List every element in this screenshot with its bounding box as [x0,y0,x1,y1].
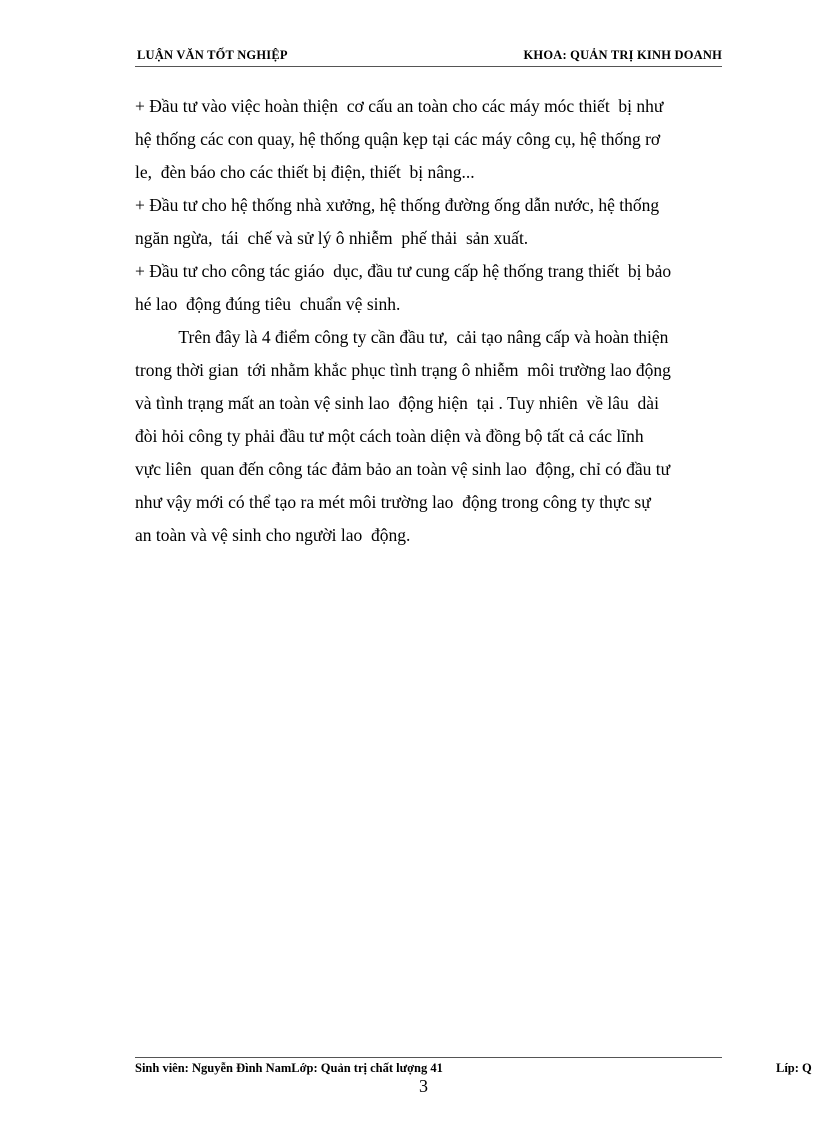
text-line: + Đầu tư vào việc hoàn thiện cơ cấu an toàn cho các máy móc thiết bị như [135,96,664,116]
text-line: Trên đây là 4 điểm công ty cần đầu tư, cải tạo nâng cấp và hoàn thiện [135,327,669,347]
text-line: an toàn và vệ sinh cho người lao động. [135,525,411,545]
footer-divider [135,1057,722,1058]
footer-class: Líp: Q [776,1061,812,1075]
text-line: và tình trạng mất an toàn vệ sinh lao động hiện tại . Tuy nhiên về lâu dài [135,393,659,413]
text-line: ngăn ngừa, tái chế và sử lý ô nhiễm phế thải sản xuất. [135,228,529,248]
text-line: le, đèn báo cho các thiết bị điện, thiết bị nâng... [135,162,475,182]
header-right-faculty: KHOA: QUẢN TRỊ KINH DOANH [523,48,722,62]
header-left-title: LUẬN VĂN TỐT NGHIỆP [137,48,288,62]
text-line: + Đầu tư cho hệ thống nhà xưởng, hệ thống đường ống dẫn nước, hệ thống [135,195,660,215]
text-line: hé lao động đúng tiêu chuẩn vệ sinh. [135,294,401,314]
text-line: đòi hỏi công ty phải đầu tư một cách toàn diện và đồng bộ tất cả các lĩnh [135,426,644,446]
text-line: như vậy mới có thể tạo ra mét môi trường lao động trong công ty thực sự [135,492,651,512]
header-divider [135,66,722,67]
text-line: hệ thống các con quay, hệ thống quận kẹp tại các máy công cụ, hệ thống rơ [135,129,661,149]
text-line: + Đầu tư cho công tác giáo dục, đầu tư cung cấp hệ thống trang thiết bị bảo [135,261,672,281]
text-line: vực liên quan đến công tác đảm bảo an toàn vệ sinh lao động, chỉ có đầu tư [135,459,671,479]
text-line: trong thời gian tới nhằm khắc phục tình trạng ô nhiễm môi trường lao động [135,360,671,380]
page-number: 3 [419,1076,428,1096]
footer-student-info: Sinh viên: Nguyễn Đình NamLớp: Quản trị chất lượng 41 [135,1061,443,1075]
